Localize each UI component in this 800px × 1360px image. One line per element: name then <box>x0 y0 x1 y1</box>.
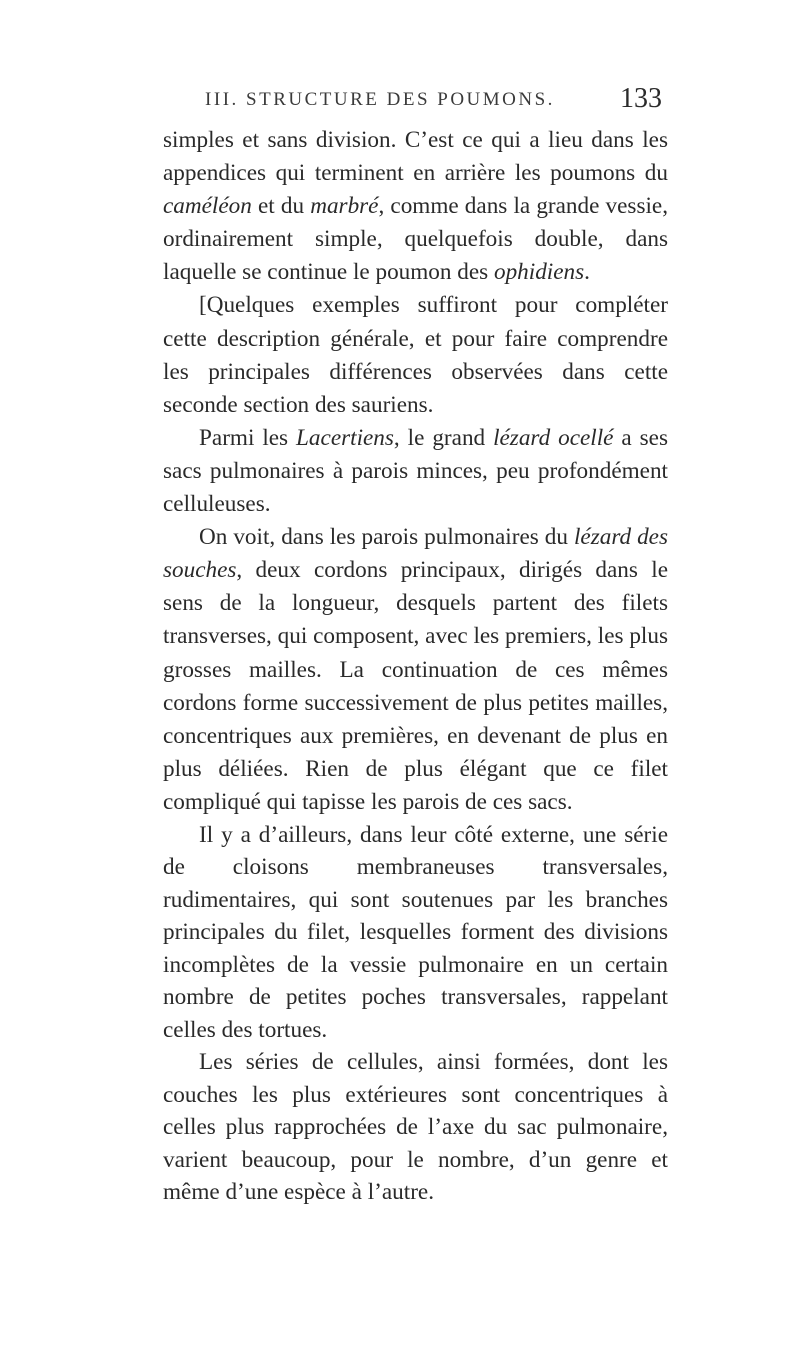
italic-run: lézard des souches <box>163 524 668 584</box>
text-run: , deux cordons principaux, dirigés dans le sens de la longueur, desquels partent des filets transverses, qui composent, avec les premiers, les plus grosses mailles. La continuation de ces mêmes cordons forme successivement de plus petites mailles, concentriques aux premières, en devenant de plus en plus déliées. Rien de plus élégant que ce filet compliqué qui tapisse les parois de ces sacs. <box>163 557 668 815</box>
text-run: , le grand <box>393 424 494 451</box>
paragraph-4 <box>163 521 668 819</box>
text-run: Il y a d’ailleurs, dans leur côté externe, une série de cloisons membraneuses transversales, rudimentaires, qui sont soutenues par les branches principales du filet, lesquelles forment des divisions incomplètes de la vessie pulmonaire en un certain nombre de petites poches transversales, rappelant celles des tortues. <box>163 821 668 1043</box>
text-run: Les séries de cellules, ainsi formées, dont les couches les plus extérieures sont concentriques à celles plus rapprochées de l’axe du sac pulmonaire, varient beaucoup, pour le nombre, d’un genre et même d’une espèce à l’autre. <box>163 1049 668 1206</box>
text-run: et du <box>251 193 311 220</box>
paragraph-1 <box>163 124 668 289</box>
text-run: simples et sans division. C’est ce qui a lieu dans les appendices qui terminent en arrière les poumons du <box>163 127 668 187</box>
text-run: Parmi les <box>199 424 297 451</box>
text-run: On voit, dans les parois pulmonaires du <box>199 524 574 551</box>
italic-run: Lacertiens <box>296 424 394 451</box>
running-title: III. STRUCTURE DES POUMONS. <box>205 89 555 110</box>
paragraph-6 <box>163 1046 668 1209</box>
text-run: a ses sacs pulmonaires à parois minces, peu profondément celluleuses. <box>163 424 668 518</box>
italic-run: ophidiens <box>493 259 585 286</box>
italic-run: marbré <box>310 193 379 220</box>
italic-run: lézard ocellé <box>493 424 614 451</box>
text-run: . <box>584 259 590 286</box>
italic-run: caméléon <box>163 193 252 220</box>
text-run: [Quelques exemples suffiront pour compléter cette description générale, et pour faire comprendre les principales différences observées dans cette seconde section des sauriens. <box>163 292 668 418</box>
running-head <box>150 85 662 125</box>
body-text <box>163 124 668 1209</box>
page-number: 133 <box>620 83 662 114</box>
text-run: , comme dans la grande vessie, ordinairement simple, quelquefois double, dans laquelle se continue le poumon des <box>163 193 669 286</box>
paragraph-3 <box>163 422 668 521</box>
paragraph-5 <box>163 819 668 1047</box>
paragraph-2 <box>163 289 668 421</box>
